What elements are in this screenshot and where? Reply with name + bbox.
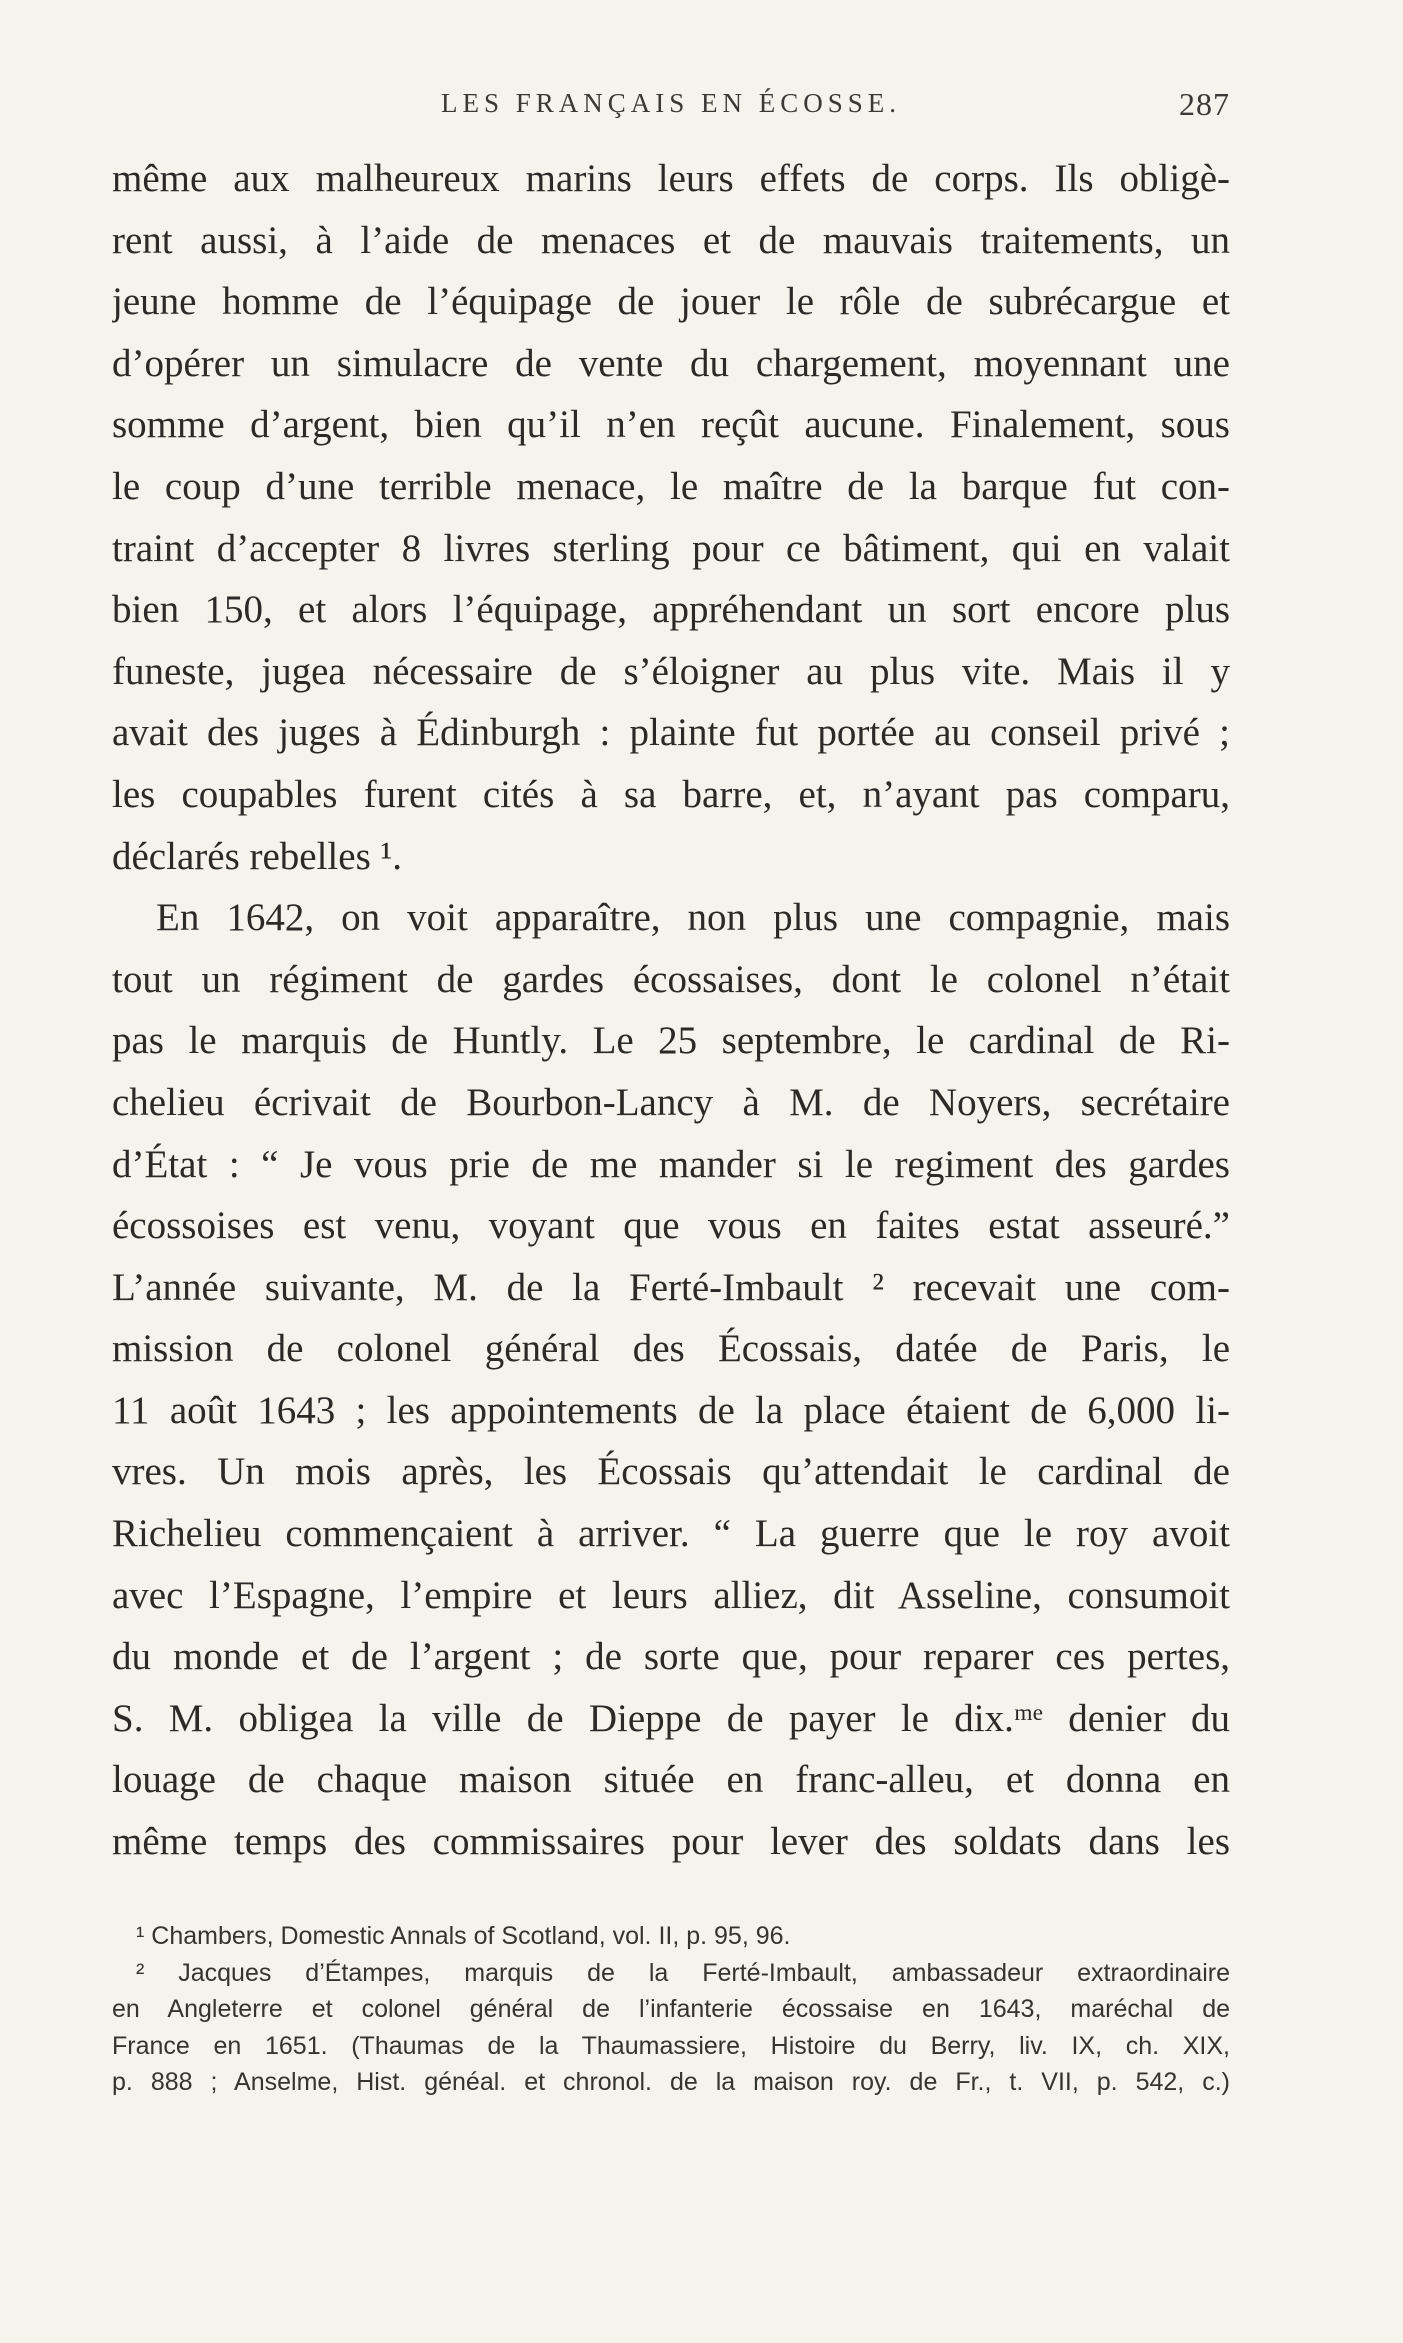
text-line: L’année suivante, M. de la Ferté-Imbault ² recevait une com-	[112, 1265, 1230, 1309]
text-line: pas le marquis de Huntly. Le 25 septembre, le cardinal de Ri-	[112, 1019, 1230, 1063]
page-header	[112, 88, 1230, 130]
text-line: écossoises est venu, voyant que vous en faites estat asseuré.”	[112, 1204, 1230, 1248]
text-line: le coup d’une terrible menace, le maître de la barque fut con-	[112, 464, 1230, 508]
text-line: mission de colonel général des Écossais, datée de Paris, le	[112, 1327, 1230, 1371]
text-line: somme d’argent, bien qu’il n’en reçût aucune. Finalement, sous	[112, 403, 1230, 447]
text-line: vres. Un mois après, les Écossais qu’attendait le cardinal de	[112, 1450, 1230, 1494]
main-text	[112, 148, 1230, 1873]
text-line: Richelieu commençaient à arriver. “ La guerre que le roy avoit	[112, 1512, 1230, 1556]
text-line: 11 août 1643 ; les appointements de la place étaient de 6,000 li-	[112, 1388, 1230, 1432]
text-line: chelieu écrivait de Bourbon-Lancy à M. de Noyers, secrétaire	[112, 1080, 1230, 1124]
text-line: louage de chaque maison située en franc-alleu, et donna en	[112, 1758, 1230, 1802]
text-line: d’État : “ Je vous prie de me mander si le regiment des gardes	[112, 1142, 1230, 1186]
text-line: déclarés rebelles ¹.	[112, 834, 402, 878]
page-number: 287	[1179, 86, 1230, 122]
text-line: En 1642, on voit apparaître, non plus une compagnie, mais	[156, 896, 1230, 940]
text-line: avait des juges à Édinburgh : plainte fut portée au conseil privé ;	[112, 711, 1230, 755]
text-line: même temps des commissaires pour lever des soldats dans les	[112, 1820, 1230, 1864]
text-line: jeune homme de l’équipage de jouer le rôle de subrécargue et	[112, 280, 1230, 324]
text-line: du monde et de l’argent ; de sorte que, pour reparer ces pertes,	[112, 1635, 1230, 1679]
footnote-line: en Angleterre et colonel général de l’infanterie écossaise en 1643, maréchal de	[112, 1995, 1230, 2023]
footnote-line: France en 1651. (Thaumas de la Thaumassiere, Histoire du Berry, liv. IX, ch. XIX,	[112, 2031, 1230, 2060]
text-line: les coupables furent cités à sa barre, et, n’ayant pas comparu,	[112, 772, 1230, 816]
text-line: d’opérer un simulacre de vente du chargement, moyennant une	[112, 341, 1230, 385]
text-line: S. M. obligea la ville de Dieppe de payer le dix.ᵐᵉ denier du	[112, 1696, 1230, 1740]
text-line: funeste, jugea nécessaire de s’éloigner au plus vite. Mais il y	[112, 649, 1230, 693]
text-line: avec l’Espagne, l’empire et leurs alliez, dit Asseline, consumoit	[112, 1573, 1230, 1617]
running-title: LES FRANÇAIS EN ÉCOSSE.	[440, 88, 902, 118]
text-line: tout un régiment de gardes écossaises, dont le colonel n’était	[112, 957, 1230, 1001]
footnote-line: p. 888 ; Anselme, Hist. généal. et chronol. de la maison roy. de Fr., t. VII, p. 542, c.)	[112, 2068, 1230, 2096]
text-line: traint d’accepter 8 livres sterling pour ce bâtiment, qui en valait	[112, 526, 1230, 570]
text-line: même aux malheureux marins leurs effets de corps. Ils obligè-	[112, 157, 1230, 200]
footnote-1: ¹ Chambers, Domestic Annals of Scotland, vol. II, p. 95, 96.	[136, 1922, 791, 1950]
text-line: bien 150, et alors l’équipage, appréhendant un sort encore plus	[112, 588, 1230, 632]
text-line: rent aussi, à l’aide de menaces et de mauvais traitements, un	[112, 218, 1230, 262]
footnote-2: ² Jacques d’Étampes, marquis de la Ferté-Imbault, ambassadeur extraordinaire	[136, 1958, 1230, 1987]
footnotes	[112, 1918, 1230, 2101]
